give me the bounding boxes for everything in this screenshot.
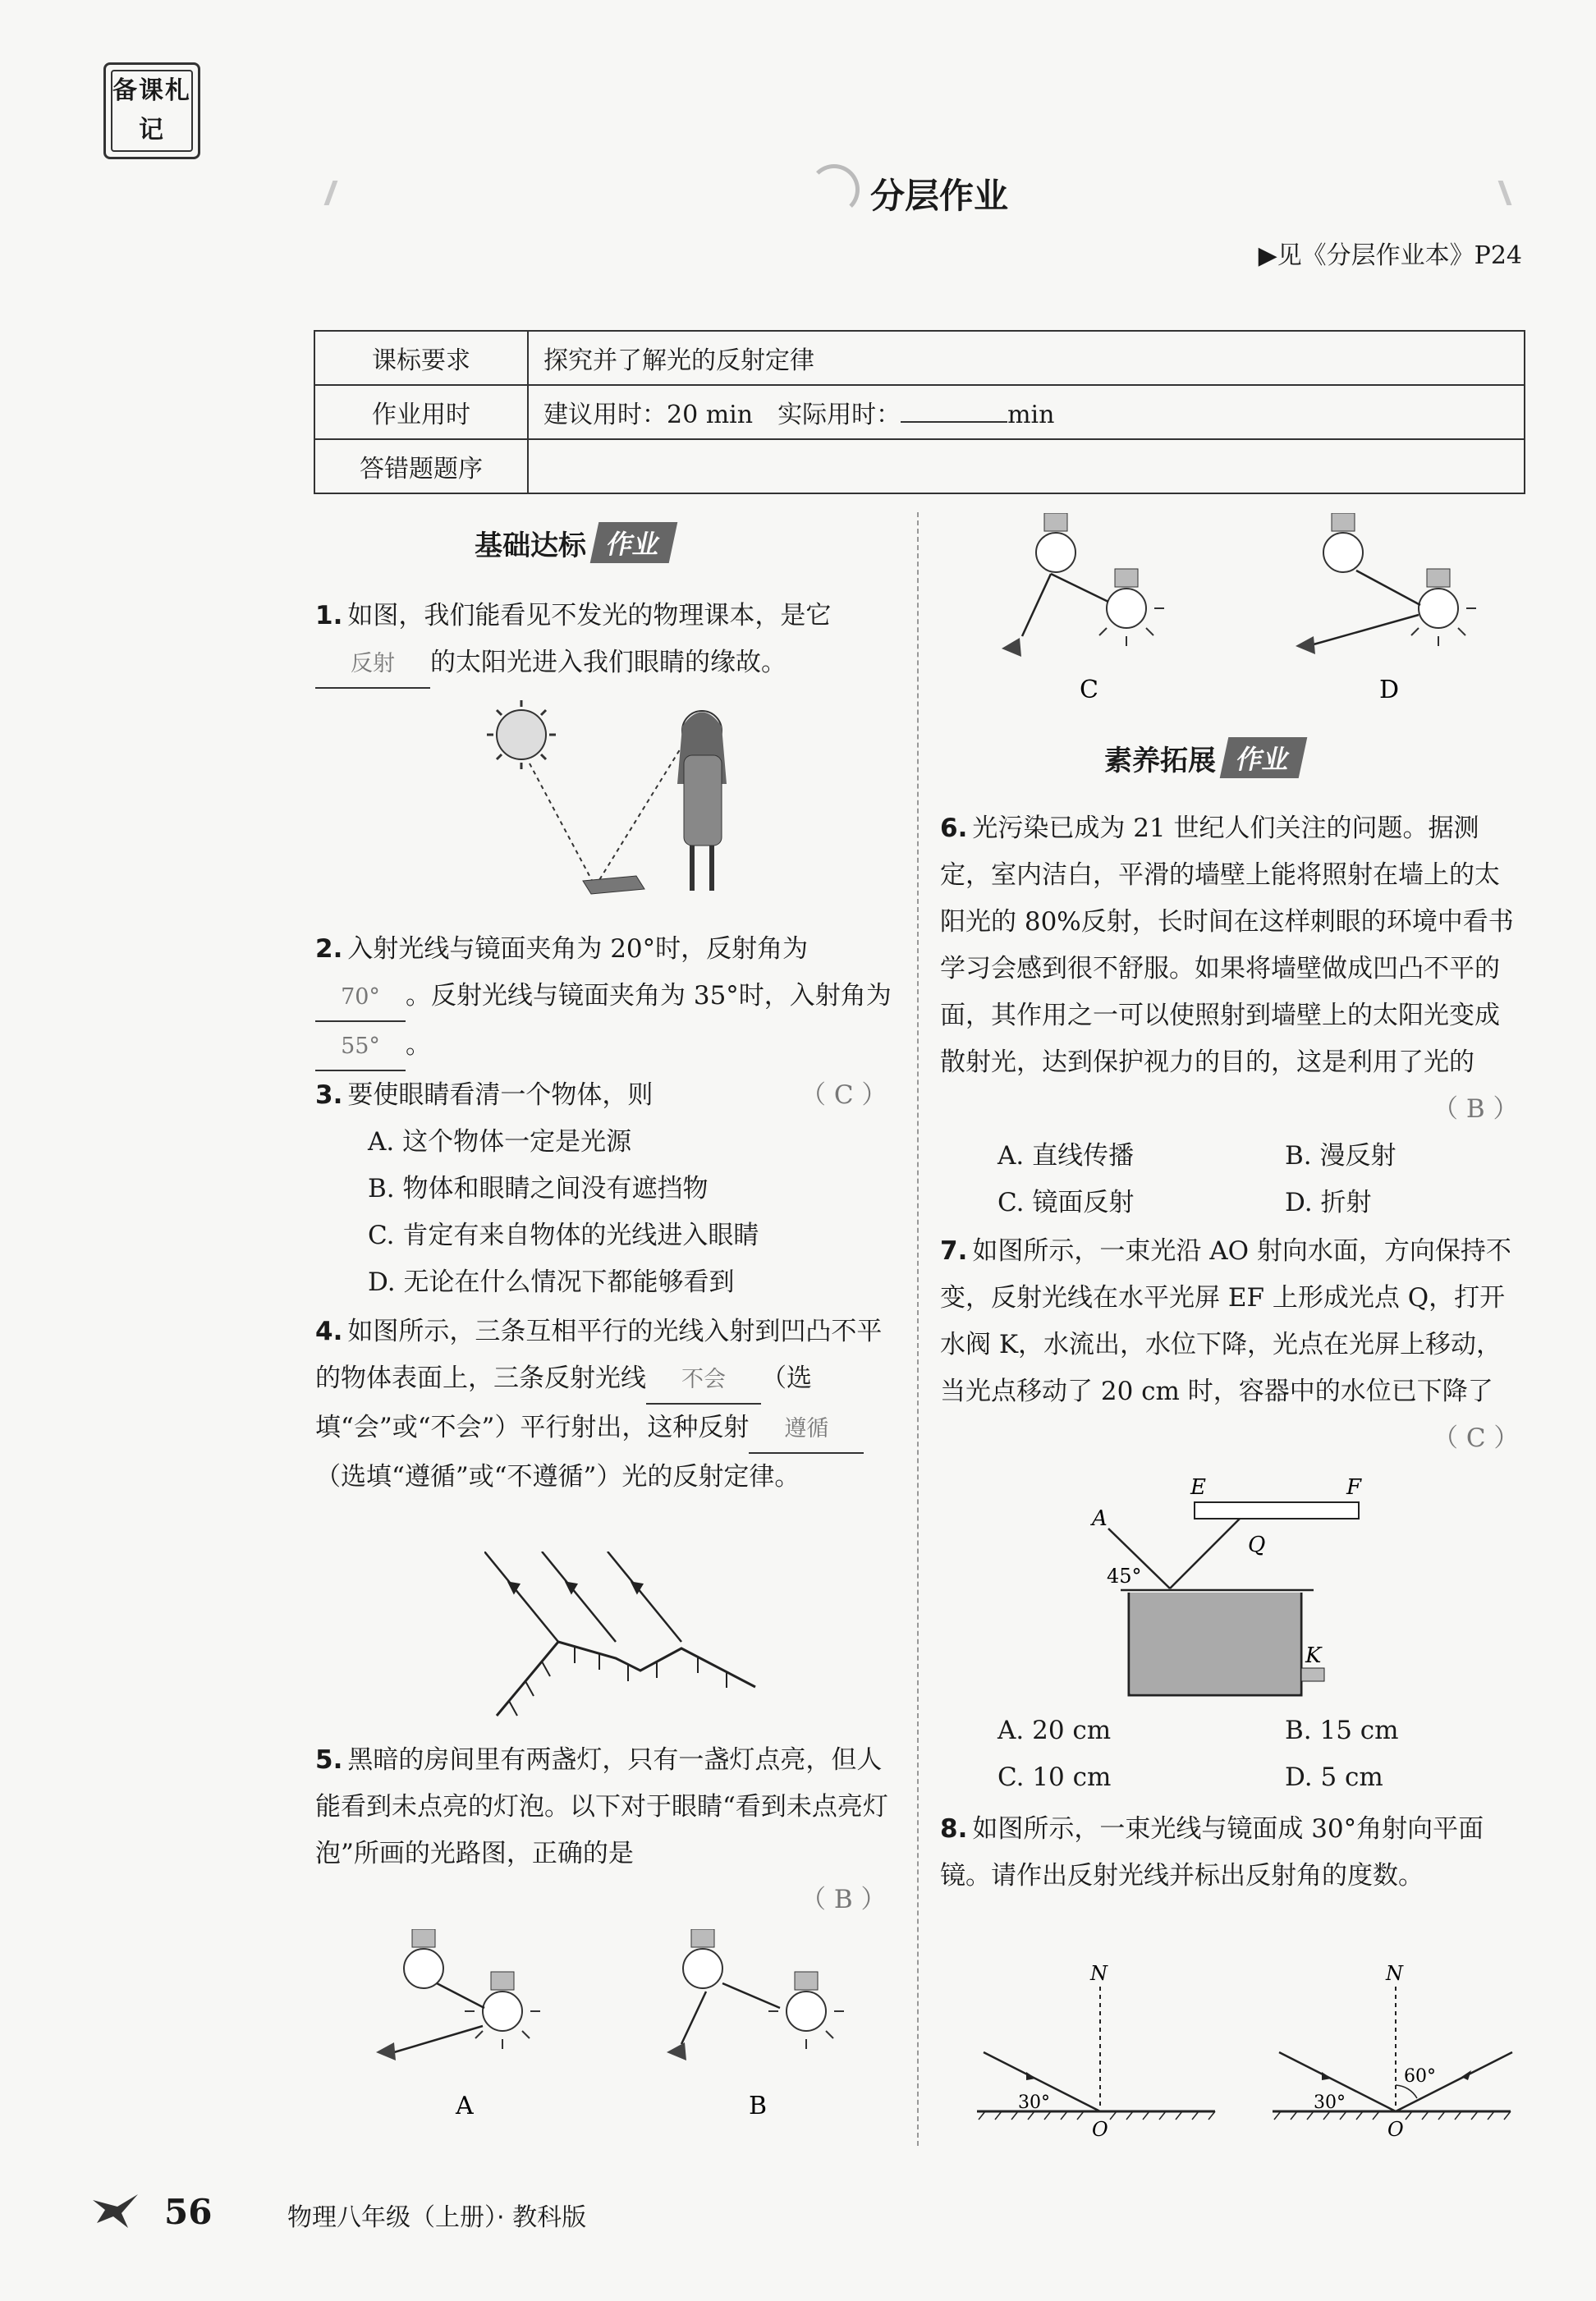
label-n: N (1090, 1962, 1108, 1985)
eye-icon (1296, 636, 1315, 654)
option[interactable]: A. 20 cm (998, 1716, 1112, 1745)
question-text: （选填“遵循”或“不遵循”）光的反射定律。 (315, 1462, 800, 1492)
reflected-ray-oq (1170, 1519, 1240, 1588)
angle-60: 60° (1404, 2066, 1436, 2087)
page-title: 分层作业 (870, 176, 1009, 216)
bulb-unlit-icon (683, 1929, 722, 1988)
question-number: 4. (315, 1317, 343, 1346)
title-arc-icon (809, 164, 860, 215)
section-basic (475, 522, 673, 563)
angle-30: 30° (1314, 2092, 1346, 2113)
angle-45: 45° (1107, 1565, 1142, 1588)
option[interactable]: D. 5 cm (1285, 1762, 1383, 1792)
requirements-table (314, 330, 1525, 494)
section-tag: 作业 (1220, 737, 1308, 778)
bulb-lit-icon (1099, 569, 1164, 646)
light-ray (1356, 571, 1420, 605)
eye-icon (1002, 638, 1021, 657)
q7-figure (1075, 1469, 1371, 1707)
question-text: 的太阳光进入我们眼睛的缘故。 (430, 648, 787, 677)
bulb-unlit-icon (1036, 513, 1075, 572)
question-number: 5. (315, 1745, 343, 1775)
option-label: C (1080, 676, 1098, 702)
label-f: F (1346, 1475, 1362, 1500)
option[interactable]: C. 镜面反射 (998, 1188, 1135, 1217)
incident-ray (530, 763, 595, 887)
option[interactable]: A. 这个物体一定是光源 (368, 1127, 632, 1157)
q5-option-c-figure (985, 513, 1199, 702)
table-key: 课标要求 (314, 331, 528, 385)
question-5 (315, 1737, 898, 1877)
light-ray (1314, 615, 1419, 644)
question-text: 如图所示，一束光沿 AO 射向水面，方向保持不变，反射光线在水平光屏 EF 上形成光点 Q，打开水阀 K，水流出，水位下降，光点在光屏上移动，当光点移动了 20 cm 时，容器中的水位已下降了 (940, 1236, 1511, 1406)
table-value: 探究并了解光的反射定律 (528, 331, 1525, 385)
valve-k (1301, 1668, 1324, 1681)
q3-options (368, 1119, 759, 1306)
footer-deco-icon (89, 2190, 146, 2231)
option[interactable]: D. 无论在什么情况下都能够看到 (368, 1267, 735, 1297)
column-divider (917, 512, 919, 2146)
title-deco-left (324, 181, 338, 205)
light-ray (1022, 574, 1051, 636)
answer-blank[interactable]: 遵循 (749, 1405, 864, 1454)
eye-icon (376, 2042, 396, 2060)
section-tag: 作业 (590, 522, 678, 563)
option[interactable]: B. 漫反射 (1285, 1141, 1396, 1171)
table-value (528, 439, 1525, 493)
question-text: 光污染已成为 21 世纪人们关注的问题。据测定，室内洁白，平滑的墙壁上能将照射在墙上的太阳光的 80%反射，长时间在这样刺眼的环境中看书学习会感到很不舒服。如果将墙壁做成凹凸不平的面，其作用之一可以使照射到墙壁上的太阳光变成散射光，达到保护视力的目的，这是利用了光的 (940, 814, 1514, 1077)
angle-arc (1396, 2085, 1417, 2098)
option[interactable]: C. 肯定有来自物体的光线进入眼睛 (368, 1221, 759, 1250)
time-text: 建议用时：20 min 实际用时： (543, 401, 901, 429)
stamp-char: 备 (112, 76, 139, 105)
table-row (314, 439, 1525, 493)
question-number: 6. (940, 814, 968, 843)
question-number: 1. (315, 601, 343, 630)
workbook-reference: ▶见《分层作业本》P24 (1258, 241, 1522, 270)
question-text: 如图，我们能看见不发光的物理课本，是它 (347, 601, 832, 630)
option-label: A (456, 2092, 474, 2118)
parallel-ray (608, 1552, 681, 1642)
option[interactable]: D. 折射 (1285, 1188, 1372, 1217)
answer-blank[interactable]: 70° (315, 974, 406, 1022)
book-title: 物理八年级（上册）· 教科版 (287, 2203, 587, 2232)
section-basic-title: 基础达标 (475, 529, 586, 562)
q6-answer: （ B ） (1433, 1094, 1519, 1124)
section-advanced-title: 素养拓展 (1104, 744, 1216, 777)
option[interactable]: B. 15 cm (1285, 1716, 1399, 1745)
question-2 (315, 926, 898, 1071)
page-number: 56 (164, 2192, 213, 2232)
table-key: 答错题题序 (314, 439, 528, 493)
bulb-lit-icon (465, 1972, 540, 2049)
light-ray (1051, 574, 1108, 602)
screen-ef (1195, 1502, 1359, 1519)
q5-option-d-figure (1281, 513, 1494, 702)
rough-surface (497, 1642, 755, 1716)
label-q: Q (1248, 1533, 1266, 1557)
angle-30: 30° (1018, 2092, 1050, 2113)
question-text: 如图所示，三条互相平行的光线入射到凹凸不平的物体表面上，三条反射光线 (315, 1317, 883, 1393)
question-1 (315, 593, 898, 689)
light-ray (722, 1983, 780, 2008)
arrow-icon (1461, 2070, 1471, 2080)
question-text: 入射光线与镜面夹角为 20°时，反射角为 (347, 934, 809, 964)
light-ray (681, 1992, 706, 2044)
option[interactable]: C. 10 cm (998, 1762, 1112, 1792)
stamp-char: 课 (139, 76, 165, 105)
book-icon (583, 876, 644, 894)
parallel-ray (542, 1552, 616, 1642)
option[interactable]: B. 物体和眼睛之间没有遮挡物 (368, 1174, 709, 1203)
answer-blank[interactable]: 55° (315, 1023, 406, 1071)
q4-figure (484, 1552, 780, 1724)
q5-answer: （ B ） (800, 1885, 887, 1914)
question-6 (940, 805, 1523, 1086)
actual-time-blank[interactable] (901, 421, 1007, 423)
q5-option-a-figure (361, 1929, 575, 2118)
sun-icon (487, 700, 556, 769)
bulb-lit-icon (768, 1972, 844, 2049)
stamp-char: 札 (165, 76, 191, 105)
option-label: B (749, 2092, 768, 2118)
question-4 (315, 1309, 898, 1501)
q5-option-b-figure (657, 1929, 870, 2118)
question-number: 7. (940, 1236, 968, 1266)
question-8 (940, 1806, 1523, 1900)
question-text: 黑暗的房间里有两盏灯，只有一盏灯点亮，但人能看到未点亮的灯泡。以下对于眼睛“看到未点亮灯泡”所画的光路图，正确的是 (315, 1745, 888, 1868)
label-k: K (1305, 1643, 1322, 1668)
q8-figure-answer (1264, 1962, 1527, 2151)
bulb-lit-icon (1411, 569, 1476, 646)
q1-figure (480, 694, 743, 915)
reflected-ray (595, 747, 681, 887)
stamp-logo (103, 62, 200, 159)
answer-blank[interactable]: 反射 (315, 640, 430, 689)
question-text: 。 (406, 1030, 431, 1060)
table-value (528, 385, 1525, 439)
label-a: A (1092, 1506, 1108, 1531)
q8-figure-before (969, 1962, 1231, 2151)
bulb-unlit-icon (1323, 513, 1363, 572)
time-unit: min (1007, 401, 1055, 429)
water (1130, 1593, 1300, 1694)
eye-icon (667, 2042, 686, 2060)
question-text: 。反射光线与镜面夹角为 35°时，入射角为 (406, 981, 892, 1011)
question-text: 如图所示，一束光线与镜面成 30°角射向平面镜。请作出反射光线并标出反射角的度数。 (940, 1814, 1484, 1891)
light-ray (437, 1983, 484, 2008)
question-7 (940, 1228, 1523, 1415)
label-e: E (1190, 1475, 1206, 1500)
label-o: O (1092, 2118, 1108, 2141)
label-n: N (1386, 1962, 1403, 1985)
light-ray (394, 2026, 483, 2052)
table-row (314, 331, 1525, 385)
stamp-char: 记 (139, 116, 165, 144)
q7-answer: （ C ） (1433, 1423, 1520, 1453)
option[interactable]: A. 直线传播 (998, 1141, 1135, 1171)
label-o: O (1387, 2118, 1404, 2141)
section-advanced (1104, 737, 1303, 778)
question-text: （选填“会”或“不会”）平行射出，这种反射 (315, 1364, 812, 1442)
title-deco-right (1498, 181, 1512, 205)
parallel-ray (484, 1552, 558, 1642)
table-key: 作业用时 (314, 385, 528, 439)
girl-figure-icon (677, 711, 727, 891)
q3-answer: （ C ） (800, 1080, 887, 1110)
answer-blank[interactable]: 不会 (646, 1356, 761, 1405)
table-row (314, 385, 1525, 439)
question-number: 8. (940, 1814, 968, 1844)
question-number: 3. (315, 1080, 343, 1110)
option-label: D (1379, 676, 1400, 702)
bulb-unlit-icon (404, 1929, 443, 1988)
question-number: 2. (315, 934, 343, 964)
question-text: 要使眼睛看清一个物体，则 (347, 1080, 654, 1110)
